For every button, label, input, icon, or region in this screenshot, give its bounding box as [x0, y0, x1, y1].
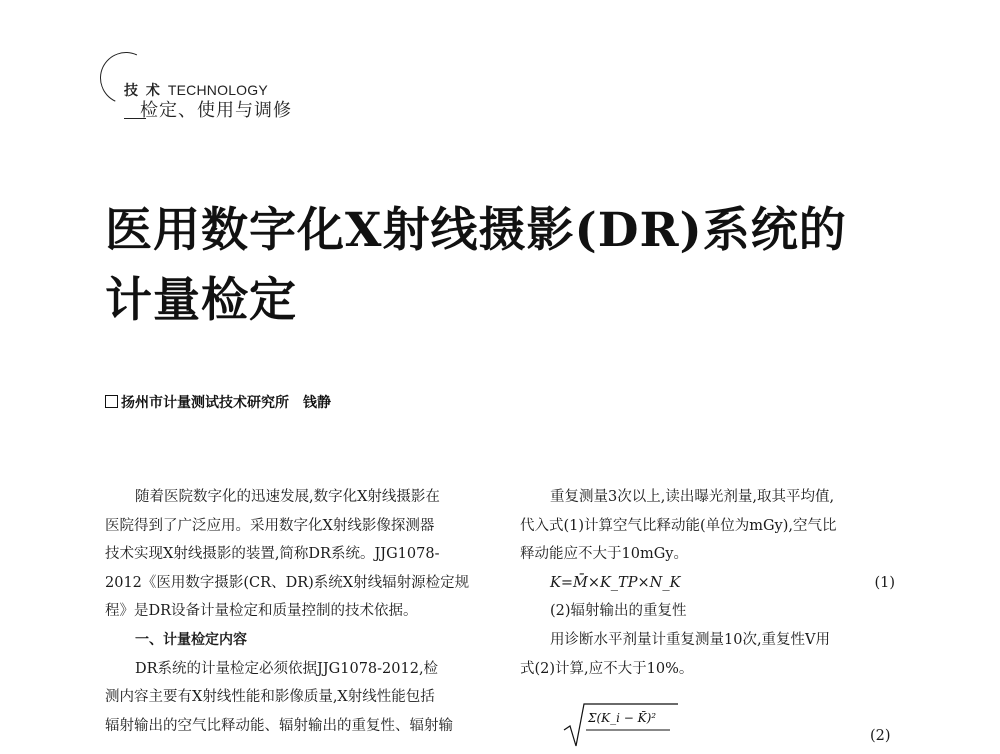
paragraph-line: 程》是DR设备计量检定和质量控制的技术依据。 [105, 603, 418, 620]
equation-1-number: (1) [874, 574, 895, 591]
left-column [105, 483, 490, 740]
subsection-title: 检定、使用与调修 [140, 100, 292, 121]
paragraph-line: 医院得到了广泛应用。采用数字化X射线影像探测器 [105, 517, 435, 534]
equation-1: K=M̄×K_TP×N_K [550, 574, 681, 591]
paragraph-line: 用诊断水平剂量计重复测量10次,重复性V用 [550, 631, 831, 648]
paragraph-line: 技术实现X射线摄影的装置,简称DR系统。JJG1078- [105, 546, 440, 563]
checkbox-square-icon [105, 395, 118, 408]
equation-2 [560, 700, 680, 750]
paragraph-line: 式(2)计算,应不大于10%。 [520, 660, 694, 677]
title-line-2: 计量检定 [105, 273, 297, 328]
paragraph-line: 2012《医用数字摄影(CR、DR)系统X射线辐射源检定规 [105, 574, 470, 591]
paragraph-line: 代入式(1)计算空气比释动能(单位为mGy),空气比 [520, 517, 837, 534]
subheading: (2)辐射输出的重复性 [550, 603, 687, 620]
right-column [520, 483, 905, 683]
article-title [105, 196, 895, 336]
author-affiliation: 扬州市计量测试技术研究所 [121, 395, 289, 411]
section-label-en: TECHNOLOGY [167, 82, 268, 98]
equation-2-number: (2) [870, 728, 891, 744]
paragraph-line: 重复测量3次以上,读出曝光剂量,取其平均值, [550, 489, 835, 505]
sqrt-sign-icon [560, 700, 680, 750]
section-heading: 一、计量检定内容 [135, 631, 247, 648]
paragraph-line: 辐射输出的空气比释动能、辐射输出的重复性、辐射输 [105, 717, 453, 734]
author-line [105, 392, 331, 412]
equation-2-numerator: Σ(K_i − K̄)² [588, 711, 657, 725]
title-line-1: 医用数字化X射线摄影(DR)系统的 [105, 203, 847, 258]
paragraph-line: 测内容主要有X射线性能和影像质量,X射线性能包括 [105, 689, 435, 706]
section-label-zh: 技 术 [124, 82, 162, 98]
paragraph-line: 随着医院数字化的迅速发展,数字化X射线摄影在 [135, 489, 440, 505]
equation-1-row [520, 569, 905, 598]
paragraph-line: DR系统的计量检定必须依据JJG1078-2012,检 [135, 660, 439, 677]
paragraph-line: 释动能应不大于10mGy。 [520, 546, 688, 563]
author-name: 钱静 [303, 395, 331, 411]
